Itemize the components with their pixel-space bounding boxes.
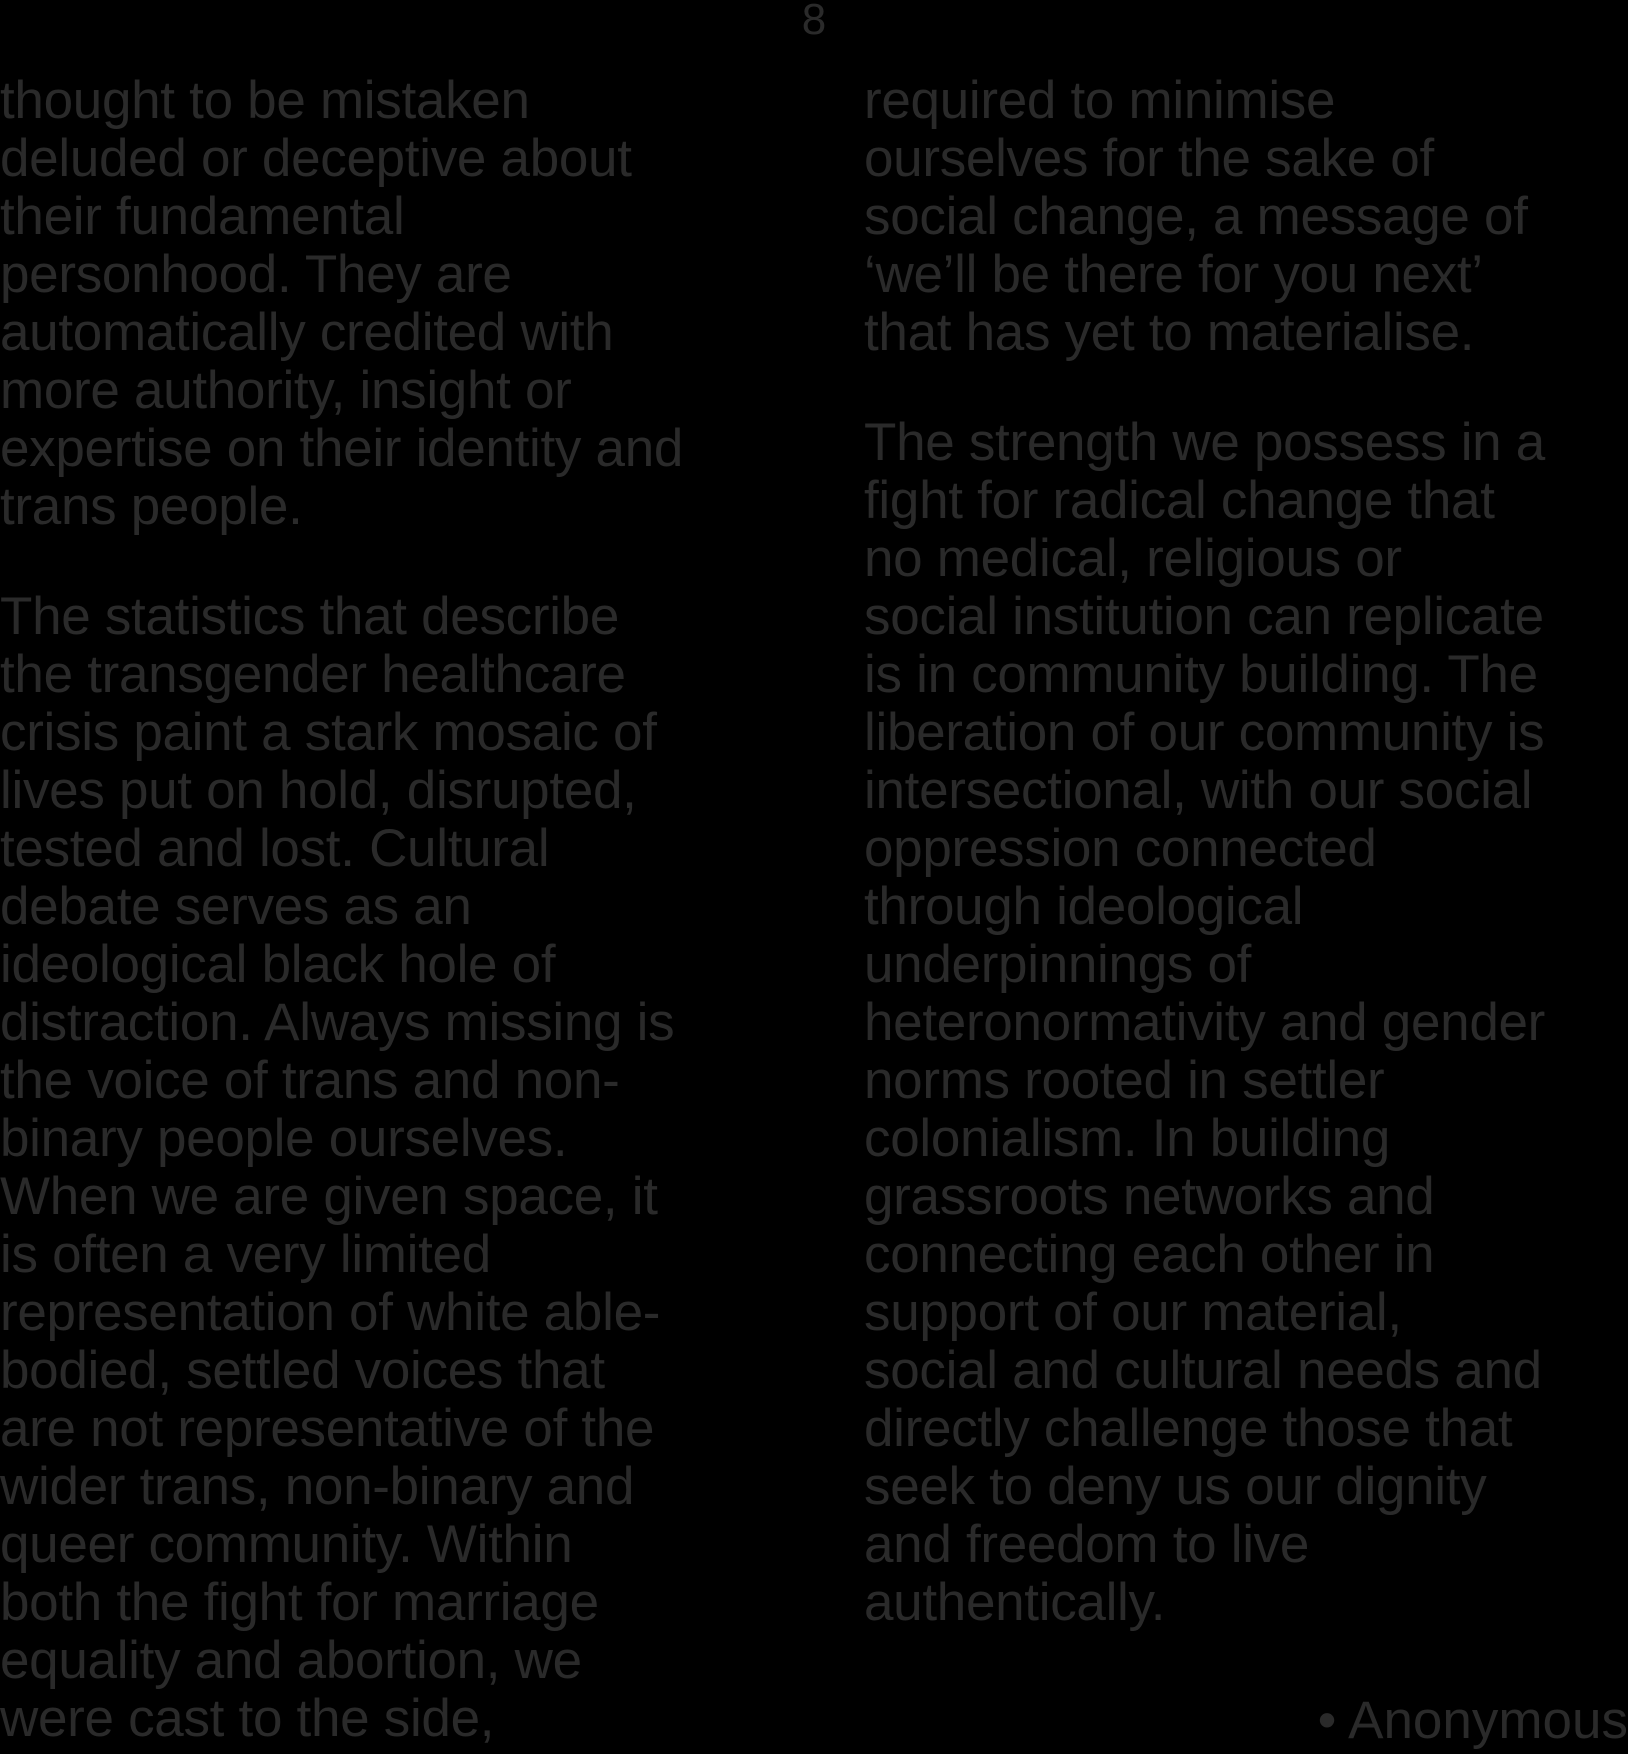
left-column xyxy=(0,72,800,1748)
text-line: norms rooted in settler xyxy=(864,1051,1385,1110)
text-line: The statistics that describe xyxy=(0,587,620,646)
page-number: 8 xyxy=(801,0,827,44)
text-line: no medical, religious or xyxy=(864,529,1402,588)
text-line: distraction. Always missing is xyxy=(0,993,675,1052)
text-line: bodied, settled voices that xyxy=(0,1341,605,1400)
paragraph-gap xyxy=(0,536,800,588)
text-line: their fundamental xyxy=(0,187,405,246)
text-line: through ideological xyxy=(864,877,1304,936)
text-line: grassroots networks and xyxy=(864,1167,1435,1226)
text-line: lives put on hold, disrupted, xyxy=(0,761,637,820)
text-line: both the fight for marriage xyxy=(0,1573,599,1632)
right-paragraph-1 xyxy=(864,72,1628,362)
text-line: heteronormativity and gender xyxy=(864,993,1546,1052)
text-line: support of our material, xyxy=(864,1283,1402,1342)
text-line: ourselves for the sake of xyxy=(864,129,1434,188)
text-line: is often a very limited xyxy=(0,1225,491,1284)
text-line: automatically credited with xyxy=(0,303,614,362)
text-line: trans people. xyxy=(0,477,303,536)
text-line: wider trans, non-binary and xyxy=(0,1457,635,1516)
text-line: expertise on their identity and xyxy=(0,419,684,478)
text-line: required to minimise xyxy=(864,71,1336,130)
text-line: crisis paint a stark mosaic of xyxy=(0,703,657,762)
text-line: The strength we possess in a xyxy=(864,413,1545,472)
text-line: fight for radical change that xyxy=(864,471,1495,530)
text-line: social institution can replicate xyxy=(864,587,1544,646)
text-line: connecting each other in xyxy=(864,1225,1435,1284)
text-line: ‘we’ll be there for you next’ xyxy=(864,245,1483,304)
text-line: that has yet to materialise. xyxy=(864,303,1475,362)
text-line: thought to be mistaken xyxy=(0,71,530,130)
text-line: ideological black hole of xyxy=(0,935,556,994)
paragraph-gap xyxy=(864,362,1628,414)
right-paragraph-2 xyxy=(864,414,1628,1632)
text-line: the voice of trans and non- xyxy=(0,1051,620,1110)
text-line: tested and lost. Cultural xyxy=(0,819,550,878)
text-line: social and cultural needs and xyxy=(864,1341,1542,1400)
author-signature: • Anonymous xyxy=(1317,1691,1628,1750)
text-line: more authority, insight or xyxy=(0,361,572,420)
text-line: intersectional, with our social xyxy=(864,761,1533,820)
text-line: is in community building. The xyxy=(864,645,1538,704)
text-line: oppression connected xyxy=(864,819,1377,878)
text-line: representation of white able- xyxy=(0,1283,661,1342)
text-line: personhood. They are xyxy=(0,245,512,304)
text-line: underpinnings of xyxy=(864,935,1252,994)
left-paragraph-2 xyxy=(0,588,800,1748)
text-line: and freedom to live xyxy=(864,1515,1310,1574)
text-line: debate serves as an xyxy=(0,877,472,936)
text-line: directly challenge those that xyxy=(864,1399,1513,1458)
text-line: When we are given space, it xyxy=(0,1167,658,1226)
text-line: the transgender healthcare xyxy=(0,645,626,704)
text-line: colonialism. In building xyxy=(864,1109,1391,1168)
right-column xyxy=(864,72,1628,1632)
text-line: were cast to the side, xyxy=(0,1689,495,1748)
text-line: seek to deny us our dignity xyxy=(864,1457,1487,1516)
text-line: binary people ourselves. xyxy=(0,1109,568,1168)
text-line: equality and abortion, we xyxy=(0,1631,582,1690)
left-paragraph-1 xyxy=(0,72,800,536)
text-line: social change, a message of xyxy=(864,187,1528,246)
text-line: are not representative of the xyxy=(0,1399,655,1458)
text-line: deluded or deceptive about xyxy=(0,129,632,188)
text-line: liberation of our community is xyxy=(864,703,1545,762)
text-line: queer community. Within xyxy=(0,1515,573,1574)
text-line: authentically. xyxy=(864,1573,1166,1632)
